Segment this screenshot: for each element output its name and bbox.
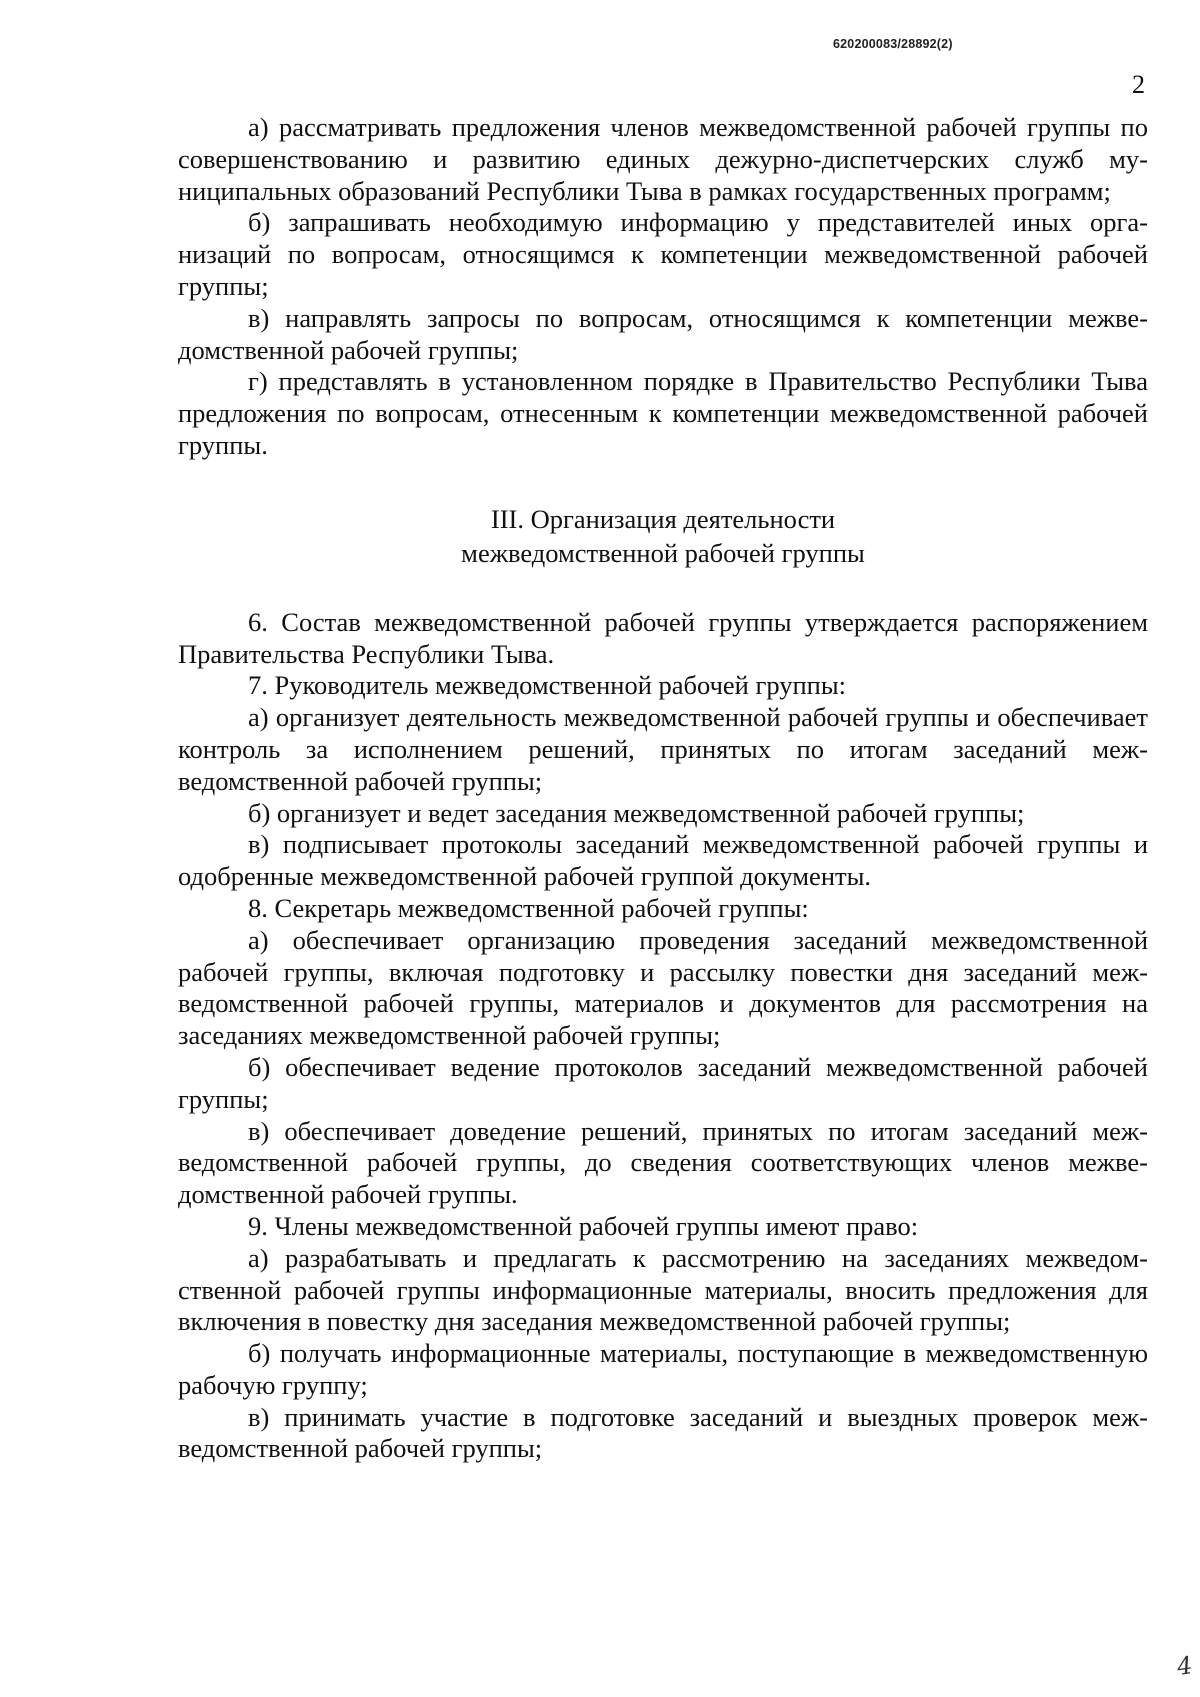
paragraph-8c: в) обеспечивает доведение решений, принятых по итогам заседаний межведомственной рабочей группы, до сведения соответствующих членов межведомственной рабочей группы. <box>178 1115 1148 1210</box>
paragraph-7a: а) организует деятельность межведомственной рабочей группы и обеспечивает контроль за исполнением решений, принятых по итогам заседаний межведомственной рабочей группы; <box>178 702 1148 796</box>
page-number: 2 <box>1132 70 1145 99</box>
section-heading-line-2: межведомственной рабочей группы <box>461 537 865 568</box>
document-code: 620200083/28892(2) <box>833 37 953 51</box>
paragraph-9: 9. Члены межведомственной рабочей группы имеют право: <box>248 1210 919 1241</box>
paragraph-7: 7. Руководитель межведомственной рабочей группы: <box>248 670 847 701</box>
paragraph-9b: б) получать информационные материалы, поступающие в межведомственную рабочую группу; <box>178 1338 1148 1400</box>
paragraph-8a: а) обеспечивает организацию проведения заседаний межведомственной рабочей группы, включая подготовку и рассылку повестки дня заседаний межведомственной рабочей группы, материалов и документов для рассмотрения на заседаниях межведомственной рабочей группы; <box>178 924 1148 1051</box>
handwritten-margin-mark: 4 <box>1175 1651 1195 1681</box>
paragraph-5b: б) запрашивать необходимую информацию у представителей иных организаций по вопросам, относящимся к компетенции межведомственной рабочей группы; <box>178 207 1148 301</box>
section-heading-line-1: III. Организация деятельности <box>490 503 836 534</box>
section-heading <box>178 502 1148 570</box>
paragraph-5c: в) направлять запросы по вопросам, относящимся к компетенции межведомственной рабочей группы; <box>178 302 1148 365</box>
paragraph-9a: а) разрабатывать и предлагать к рассмотрению на заседаниях межведомственной рабочей группы информационные материалы, вносить предложения для включения в повестку дня заседания межведомственной рабочей группы; <box>178 1242 1148 1337</box>
paragraph-7b: б) организует и ведет заседания межведомственной рабочей группы; <box>248 797 1025 828</box>
paragraph-5a: а) рассматривать предложения членов межведомственной рабочей группы по совершенствованию и развитию единых дежурно-диспетчерских служб муниципальных образований Республики Тыва в рамках государственных программ; <box>178 112 1148 206</box>
paragraph-9c: в) принимать участие в подготовке заседаний и выездных проверок межведомственной рабочей группы; <box>178 1401 1148 1464</box>
document-body <box>178 112 1148 1465</box>
paragraph-8: 8. Секретарь межведомственной рабочей группы: <box>248 892 809 923</box>
paragraph-8b: б) обеспечивает ведение протоколов заседаний межведомственной рабочей группы; <box>178 1051 1148 1114</box>
paragraph-7c: в) подписывает протоколы заседаний межведомственной рабочей группы и одобренные межведомственной рабочей группой документы. <box>178 829 1148 892</box>
paragraph-6: 6. Состав межведомственной рабочей группы утверждается распоряжением Правительства Республики Тыва. <box>178 606 1148 669</box>
paragraph-5d: г) представлять в установленном порядке в Правительство Республики Тыва предложения по вопросам, отнесенным к компетенции межведомственной рабочей группы. <box>178 366 1148 460</box>
